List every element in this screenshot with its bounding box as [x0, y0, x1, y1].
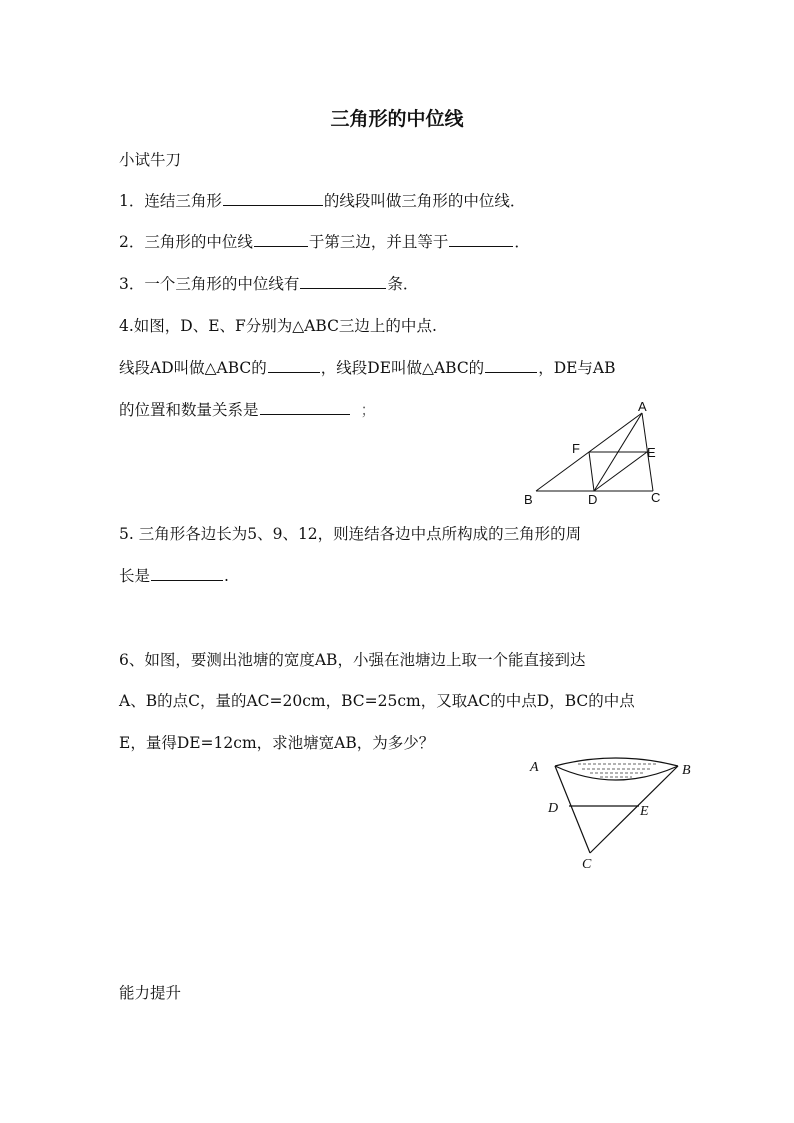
pond-top-edge: [555, 758, 678, 766]
label-e: E: [640, 804, 649, 819]
question-text: 线段AD叫做△ABC的: [119, 359, 267, 377]
answer-blank[interactable]: [268, 357, 320, 373]
question-number: 3．: [119, 275, 145, 293]
question-text: 的位置和数量关系是: [119, 401, 259, 419]
question-text: 三角形的中位线: [144, 233, 253, 251]
section-heading-1: 小试牛刀: [119, 151, 182, 169]
question-4-line-1: 4.如图，D、E、F分别为△ABC三边上的中点.: [119, 317, 437, 335]
label-a: A: [530, 760, 539, 775]
label-a: A: [638, 399, 647, 414]
answer-blank[interactable]: [449, 231, 513, 247]
section-heading-2: 能力提升: [119, 984, 182, 1002]
label-b: B: [682, 763, 691, 778]
question-6-line-1: 6、如图，要测出池塘的宽度AB，小强在池塘边上取一个能直接到达: [119, 651, 586, 669]
triangle-midpoints-figure: [520, 396, 670, 512]
label-b: B: [524, 492, 533, 507]
question-text: 于第三边，并且等于: [308, 233, 449, 251]
answer-blank[interactable]: [223, 190, 323, 206]
question-text: ，线段DE叫做△ABC的: [320, 359, 485, 377]
midline-de: [594, 452, 647, 491]
midline-fd: [589, 452, 594, 491]
question-number: 1．: [119, 192, 145, 210]
question-text: 一个三角形的中位线有: [144, 275, 300, 293]
answer-blank[interactable]: [151, 565, 223, 581]
question-text: 长是: [119, 567, 151, 585]
pond-water-hatch: [578, 764, 658, 777]
question-6-line-2: A、B的点C，量的AC=20cm，BC=25cm，又取AC的中点D，BC的中点: [119, 692, 635, 710]
answer-blank[interactable]: [260, 399, 350, 415]
side-ac: [555, 766, 590, 853]
question-text: .: [224, 567, 229, 585]
question-number: 2．: [119, 233, 145, 251]
page-title: 三角形的中位线: [330, 108, 464, 130]
question-text: ；: [360, 401, 377, 419]
label-c: C: [582, 857, 592, 872]
question-4-line-3: [119, 399, 376, 421]
question-6-line-3: E，量得DE=12cm，求池塘宽AB，为多少？: [119, 734, 435, 752]
question-4-line-2: [119, 357, 616, 379]
question-text: 连结三角形: [144, 192, 222, 210]
question-text: 的线段叫做三角形的中位线．: [323, 192, 526, 210]
label-e: E: [647, 445, 656, 460]
question-text: ，DE与AB: [538, 359, 616, 377]
question-3: [119, 273, 418, 295]
question-2: [119, 231, 530, 253]
answer-blank[interactable]: [485, 357, 537, 373]
answer-blank[interactable]: [300, 273, 386, 289]
label-c: C: [651, 490, 661, 505]
question-5-line-1: 5. 三角形各边长为5、9、12，则连结各边中点所构成的三角形的周: [119, 525, 582, 543]
question-text: ．: [514, 233, 530, 251]
label-d: D: [588, 492, 598, 507]
question-1: [119, 190, 525, 212]
answer-blank[interactable]: [254, 231, 308, 247]
question-5-line-2: [119, 565, 229, 587]
pond-figure: [520, 748, 710, 873]
label-d: D: [548, 801, 559, 816]
question-text: 条．: [387, 275, 419, 293]
label-f: F: [572, 441, 580, 456]
